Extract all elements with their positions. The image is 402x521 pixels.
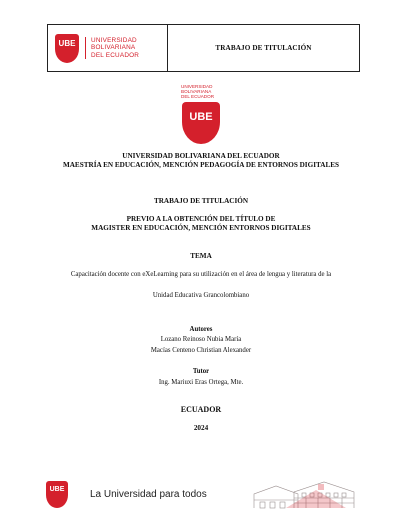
theme-line-2: Unidad Educativa Grancolombiano	[152, 292, 250, 299]
footer-slogan: La Universidad para todos	[90, 488, 207, 500]
purpose-line-2: MAGISTER EN EDUCACIÓN, MENCIÓN ENTORNOS DIGITALES	[91, 224, 311, 232]
work-type: TRABAJO DE TITULACIÓN	[153, 197, 249, 205]
footer-ube-shield-icon	[46, 481, 68, 508]
tutor-label: Tutor	[192, 368, 210, 375]
center-university-name	[181, 84, 221, 99]
university-name-logo	[85, 37, 139, 59]
center-ube-shield-icon	[182, 102, 220, 144]
tutor-name: Ing. Mariuxi Eras Ortega, Mte.	[158, 379, 244, 386]
ube-shield-icon	[55, 34, 79, 63]
author-1: Lozano Reinoso Nubia María	[160, 336, 242, 343]
center-logo-line-1: UNIVERSIDAD	[181, 84, 213, 89]
header-box	[47, 24, 360, 72]
center-logo	[0, 84, 402, 144]
header-document-type: TRABAJO DE TITULACIÓN	[215, 44, 312, 52]
year: 2024	[193, 424, 209, 432]
logo-line-1: UNIVERSIDAD	[91, 37, 137, 45]
building-illustration-icon	[246, 478, 356, 510]
institution-name: UNIVERSIDAD BOLIVARIANA DEL ECUADOR	[122, 152, 280, 160]
center-logo-line-2: BOLIVARIANA	[181, 89, 212, 94]
header-logo	[48, 25, 168, 71]
footer-logo-mark: UBE	[49, 485, 65, 493]
logo-mark: UBE	[58, 38, 76, 48]
center-logo-mark: UBE	[189, 111, 213, 123]
theme-label: TEMA	[190, 252, 212, 260]
footer	[46, 478, 356, 510]
logo-line-2: BOLIVARIANA	[91, 44, 136, 52]
author-2: Macías Centeno Christian Alexander	[150, 347, 252, 354]
center-logo-line-3: DEL ECUADOR	[181, 94, 215, 99]
purpose-line-1: PREVIO A LA OBTENCIÓN DEL TÍTULO DE	[126, 215, 276, 223]
program-name: MAESTRÍA EN EDUCACIÓN, MENCIÓN PEDAGOGÍA DE ENTORNOS DIGITALES	[62, 161, 340, 169]
location: ECUADOR	[180, 405, 222, 414]
theme-line-1: Capacitación docente con eXeLearning para su utilización en el área de lengua y literatura de la	[70, 271, 332, 278]
logo-line-3: DEL ECUADOR	[91, 51, 140, 59]
authors-label: Autores	[189, 326, 213, 333]
